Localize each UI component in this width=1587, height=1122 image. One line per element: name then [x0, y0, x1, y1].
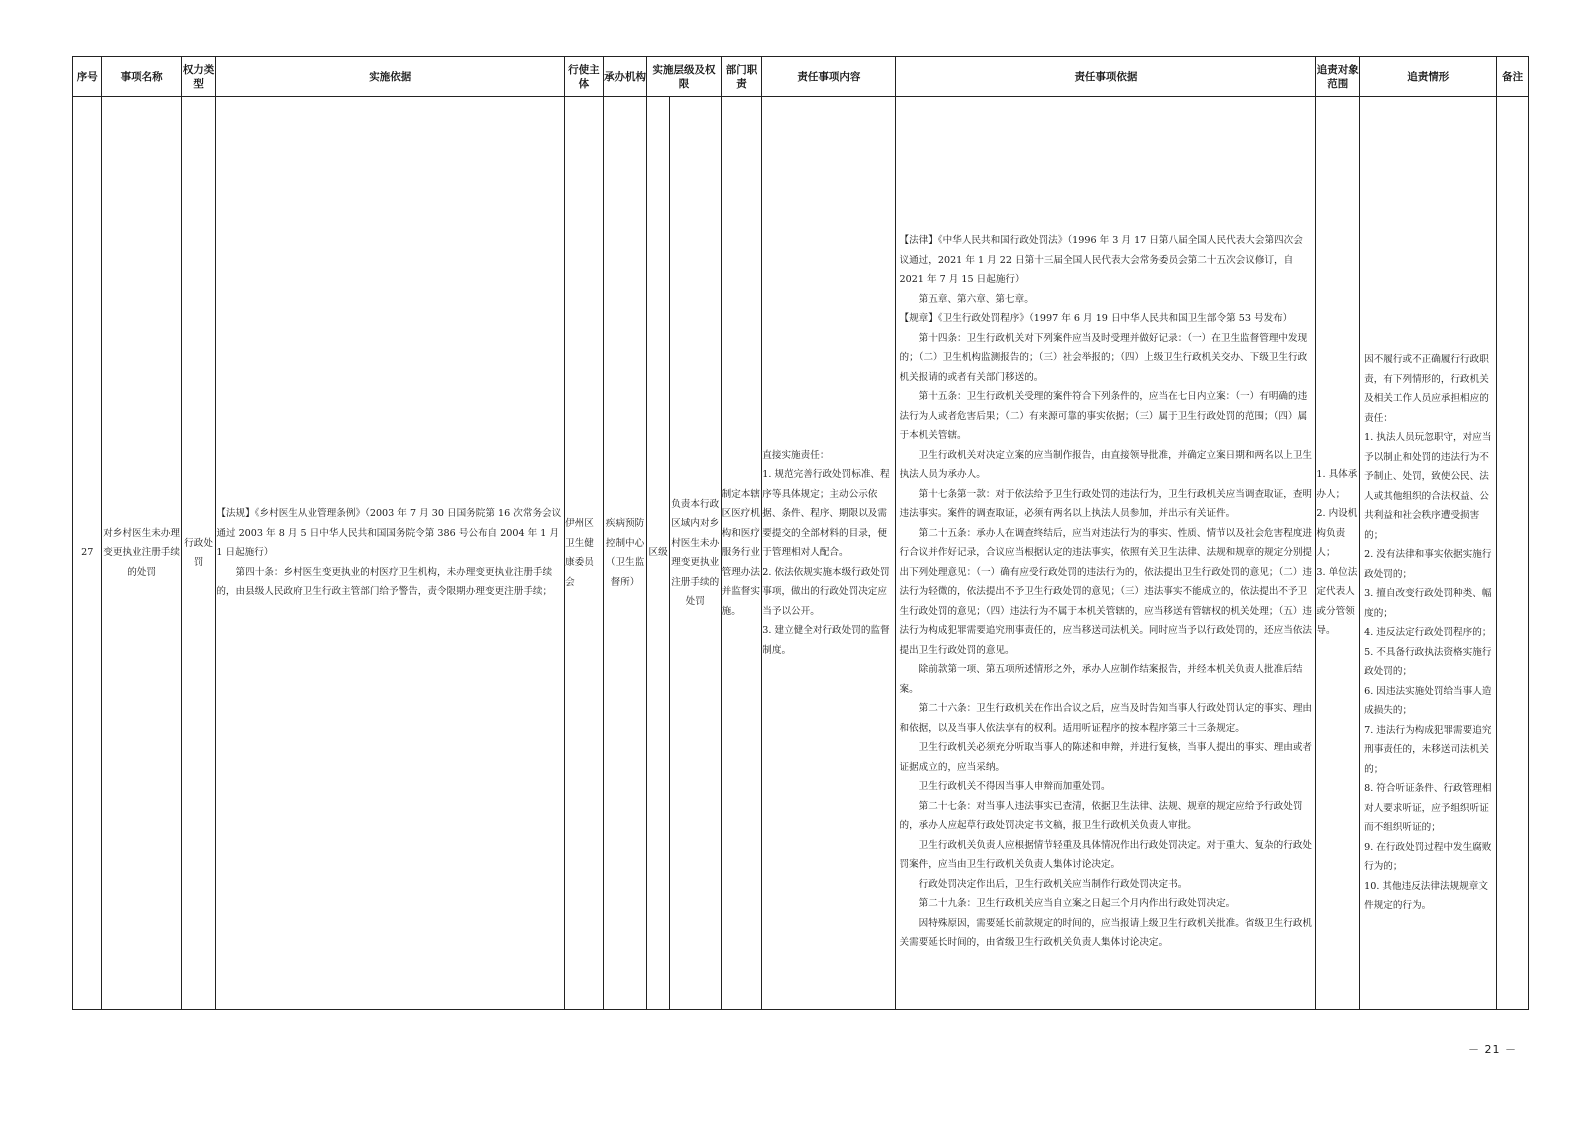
circumstance-item: 3. 擅自改变行政处罚种类、幅度的；: [1364, 588, 1492, 619]
circumstance-item: 10. 其他违反法律法规规章文件规定的行为。: [1364, 880, 1488, 912]
resp-basis-paragraph: 第二十九条：卫生行政机关应当自立案之日起三个月内作出行政处罚决定。: [918, 898, 1236, 910]
cell-circumstances: [1360, 97, 1497, 1010]
cell-accountable: [1316, 97, 1360, 1010]
cell-basis: [216, 97, 565, 1010]
resp-basis-paragraph: 卫生行政机关不得因当事人申辩而加重处罚。: [918, 781, 1111, 793]
cell-resp-basis: [896, 97, 1316, 1010]
cell-remarks: [1497, 97, 1529, 1010]
resp-basis-paragraph: 因特殊原因，需要延长前款规定的时间的，应当报请上级卫生行政机关批准。省级卫生行政机关需要延长时间的，由省级卫生行政机关负责人集体讨论决定。: [899, 917, 1313, 949]
circumstance-item: 5. 不具备行政执法资格实施行政处罚的；: [1364, 646, 1492, 678]
header-name: 事项名称: [102, 57, 181, 97]
header-basis: 实施依据: [216, 57, 565, 97]
resp-content-line: 3. 建立健全对行政处罚的监督制度。: [762, 625, 890, 656]
resp-basis-paragraph: 【法律】《中华人民共和国行政处罚法》（1996 年 3 月 17 日第八届全国人民代表大会第四次会议通过，2021 年 1 月 22 日第十三届全国人民代表大会常务委员会第二十五次会议修订，自 2021 年 7 月 15 日起施行）: [899, 235, 1303, 286]
resp-basis-paragraph: 除前款第一项、第五项所述情形之外，承办人应制作结案报告，并经本机关负责人批准后结案。: [899, 664, 1303, 695]
cell-item-name: 对乡村医生未办理变更执业注册手续的处罚: [102, 97, 181, 1010]
circumstance-item: 1. 执法人员玩忽职守，对应当予以制止和处罚的违法行为不予制止、处罚，致使公民、法人或其他组织的合法权益、公共利益和社会秩序遭受损害的；: [1364, 432, 1492, 541]
header-resp-content: 责任事项内容: [762, 57, 896, 97]
cell-resp-content: [762, 97, 896, 1010]
header-row: [73, 57, 1529, 97]
page-number: － 21 －: [1468, 1043, 1517, 1056]
header-accountable: 追责对象范围: [1316, 57, 1360, 97]
header-dept-duty: 部门职责: [721, 57, 762, 97]
cell-agency: 疾病预防控制中心（卫生监督所）: [603, 97, 647, 1010]
cell-seq: 27: [73, 97, 102, 1010]
resp-content-line: 直接实施责任：: [762, 449, 830, 461]
circumstance-item: 9. 在行政处罚过程中发生腐败行为的；: [1364, 841, 1492, 873]
accountable-line: 1. 具体承办人；: [1316, 469, 1358, 500]
resp-basis-paragraph: 卫生行政机关对决定立案的应当制作报告，由直接领导批准，并确定立案日期和两名以上卫生执法人员为承办人。: [899, 449, 1313, 481]
resp-basis-paragraph: 第十四条：卫生行政机关对下列案件应当及时受理并做好记录：（一）在卫生监督管理中发现的；（二）卫生机构监测报告的；（三）社会举报的；（四）上级卫生行政机关交办、下级卫生行政机关报请的或者有关部门移送的。: [899, 332, 1308, 383]
cell-dept-duty: 制定本辖区医疗机构和医疗服务行业管理办法并监督实施。: [721, 97, 762, 1010]
circumstance-item: 7. 违法行为构成犯罪需要追究刑事责任的，未移送司法机关的；: [1364, 724, 1492, 775]
resp-basis-paragraph: 第五章、第六章、第七章。: [918, 293, 1034, 305]
circumstance-item: 因不履行或不正确履行行政职责，有下列情形的，行政机关及相关工作人员应承担相应的责任：: [1364, 354, 1489, 424]
cell-level-scope: 负责本行政区域内对乡村医生未办理变更执业注册手续的处罚: [669, 97, 721, 1010]
circumstance-item: 6. 因违法实施处罚给当事人造成损失的；: [1364, 685, 1492, 717]
resp-content-line: 2. 依法依规实施本级行政处罚事项，做出的行政处罚决定应当予以公开。: [762, 566, 890, 617]
basis-regulation: 【法规】《乡村医生从业管理条例》（2003 年 7 月 30 日国务院第 16 次常务会议通过 2003 年 8 月 5 日中华人民共和国国务院令第 386 号公布自 2004 年 1 月 1 日起施行）: [216, 508, 562, 559]
responsibility-table: [72, 56, 1529, 1010]
header-seq: 序号: [73, 57, 102, 97]
header-subject: 行使主体: [565, 57, 604, 97]
cell-power-type: 行政处罚: [181, 97, 216, 1010]
cell-subject: 伊州区卫生健康委员会: [565, 97, 604, 1010]
table-row: [73, 97, 1529, 1010]
resp-content-line: 1. 规范完善行政处罚标准、程序等具体规定；主动公示依据、条件、程序、期限以及需要提交的全部材料的目录，便于管理相对人配合。: [762, 469, 890, 559]
header-resp-basis: 责任事项依据: [896, 57, 1316, 97]
circumstance-item: 2. 没有法律和事实依据实施行政处罚的；: [1364, 549, 1492, 580]
resp-basis-paragraph: 【规章】《卫生行政处罚程序》（1997 年 6 月 19 日中华人民共和国卫生部令第 53 号发布）: [899, 313, 1293, 325]
resp-basis-paragraph: 第二十六条：卫生行政机关在作出合议之后，应当及时告知当事人行政处罚认定的事实、理由和依据，以及当事人依法享有的权利。适用听证程序的按本程序第三十三条规定。: [899, 703, 1313, 734]
header-circumstances: 追责情形: [1360, 57, 1497, 97]
resp-basis-paragraph: 第二十七条：对当事人违法事实已查清，依据卫生法律、法规、规章的规定应给予行政处罚的，承办人应起草行政处罚决定书文稿，报卫生行政机关负责人审批。: [899, 800, 1303, 832]
resp-basis-paragraph: 第十七条第一款：对于依法给予卫生行政处罚的违法行为，卫生行政机关应当调查取证，查明违法事实。案件的调查取证，必须有两名以上执法人员参加，并出示有关证件。: [899, 488, 1313, 520]
accountable-line: 3. 单位法定代表人或分管领导。: [1316, 566, 1358, 637]
circumstances-list: [1360, 190, 1496, 916]
header-agency: 承办机构: [603, 57, 647, 97]
resp-basis-paragraph: 第二十五条：承办人在调查终结后，应当对违法行为的事实、性质、情节以及社会危害程度进行合议并作好记录，合议应当根据认定的违法事实，依照有关卫生法律、法规和规章的规定分别提出下列处理意见：（一）确有应受行政处罚的违法行为的，依法提出卫生行政处罚的意见；（二）违法行为轻微的，依法提出不予卫生行政处罚的意见；（三）违法事实不能成立的，依法提出不予卫生行政处罚的意见；（四）违法行为不属于本机关管辖的，应当移送有管辖权的机关处理；（五）违法行为构成犯罪需要追究刑事责任的，应当移送司法机关。同时应当予以行政处罚的，还应当依法提出卫生行政处罚的意见。: [899, 527, 1313, 656]
accountable-line: 2. 内设机构负责人；: [1316, 508, 1358, 559]
circumstance-item: 8. 符合听证条件、行政管理相对人要求听证，应予组织听证而不组织听证的；: [1364, 783, 1492, 834]
resp-basis-paragraph: 卫生行政机关负责人应根据情节轻重及具体情况作出行政处罚决定。对于重大、复杂的行政处罚案件，应当由卫生行政机关负责人集体讨论决定。: [899, 839, 1313, 871]
circumstance-item: 4. 违反法定行政处罚程序的；: [1364, 627, 1492, 639]
cell-level: 区级: [647, 97, 669, 1010]
resp-basis-paragraph: 第十五条：卫生行政机关受理的案件符合下列条件的，应当在七日内立案：（一）有明确的违法行为人或者危害后果；（二）有来源可靠的事实依据；（三）属于卫生行政处罚的范围；（四）属于本机关管辖。: [899, 391, 1308, 442]
header-power-type: 权力类型: [181, 57, 216, 97]
header-remarks: 备注: [1497, 57, 1529, 97]
resp-basis-list: [896, 153, 1315, 953]
header-level: 实施层级及权限: [647, 57, 721, 97]
resp-basis-paragraph: 卫生行政机关必须充分听取当事人的陈述和申辩，并进行复核，当事人提出的事实、理由或者证据成立的，应当采纳。: [899, 742, 1313, 773]
resp-basis-paragraph: 行政处罚决定作出后，卫生行政机关应当制作行政处罚决定书。: [918, 878, 1188, 890]
basis-article: 第四十条：乡村医生变更执业的村医疗卫生机构，未办理变更执业注册手续的，由县级人民政府卫生行政主管部门给予警告，责令限期办理变更注册手续；: [216, 566, 553, 598]
